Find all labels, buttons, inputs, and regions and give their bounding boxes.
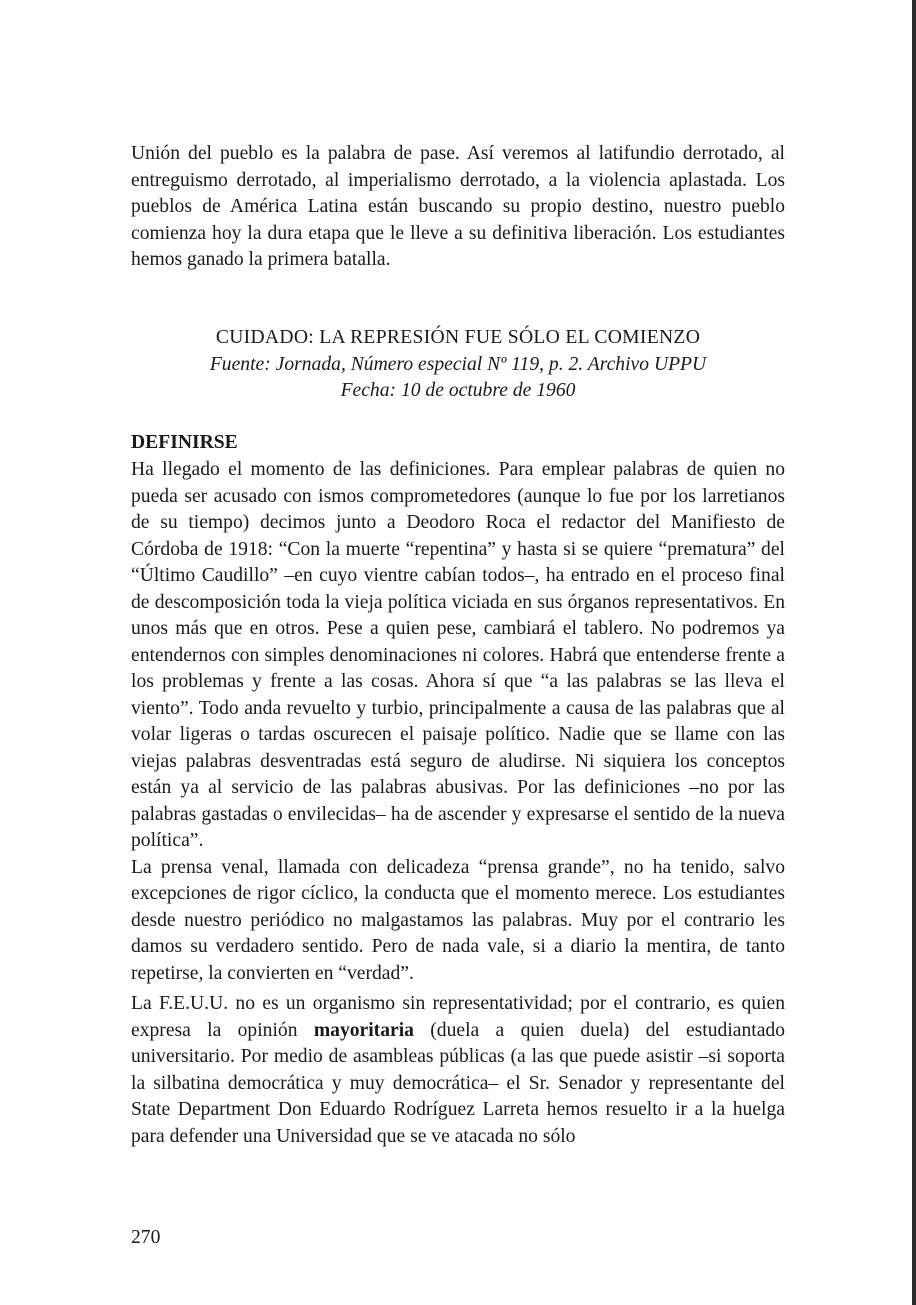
article-title: CUIDADO: LA REPRESIÓN FUE SÓLO EL COMIENZO bbox=[215, 327, 701, 348]
intro-paragraph: Unión del pueblo es la palabra de pase. Así veremos al latifundio derrotado, al entreguismo derrotado, al imperialismo derrotado, a la violencia aplastada. Los pueblos de América Latina están buscando su propio destino, nuestro pueblo comienza hoy la dura etapa que le lleve a su definitiva liberación. Los estudiantes hemos ganado la primera batalla. bbox=[131, 143, 785, 270]
paragraph-3-start: La F.E.U.U. no es un organismo sin representatividad; por el contrario, es quien expresa la opinión bbox=[131, 993, 785, 1041]
article-heading bbox=[131, 325, 785, 405]
paragraph-3-end: (duela a quien duela) del estudiantado universitario. Por medio de asambleas públicas (a las que puede asistir –si soporta la silbatina democrática y muy democrática– el Sr. Senador y representante del State Department Don Eduardo Rodríguez Larreta hemos resuelto ir a la huelga para defender una Universidad que se ve atacada no sólo bbox=[131, 1019, 786, 1147]
article-source: Fuente: Jornada, Número especial Nº 119, p. 2. Archivo UPPU bbox=[209, 353, 707, 375]
body-text bbox=[131, 457, 785, 1150]
body-paragraph-3 bbox=[131, 991, 785, 1150]
intro-text bbox=[131, 141, 785, 274]
body-paragraph-2: La prensa venal, llamada con delicadeza “prensa grande”, no ha tenido, salvo excepciones de rigor cíclico, la conducta que el momento merece. Los estudiantes desde nuestro periódico no malgastamos las palabras. Muy por el contrario les damos su verdadero sentido. Pero de nada vale, si a diario la mentira, de tanto repetirse, la convierten en “verdad”. bbox=[131, 856, 785, 984]
article-date: Fecha: 10 de octubre de 1960 bbox=[340, 380, 576, 401]
section-title: DEFINIRSE bbox=[131, 432, 238, 453]
emphasis-mayoritaria: mayoritaria bbox=[313, 1019, 414, 1041]
page-edge-border bbox=[912, 0, 916, 1305]
body-paragraph-1: Ha llegado el momento de las definiciones. Para emplear palabras de quien no pueda ser acusado con ismos comprometedores (aunque lo fue por los larretianos de su tiempo) decimos junto a Deodoro Roca el redactor del Manifiesto de Córdoba de 1918: “Con la muerte “repentina” y hasta si se quiere “prematura” del “Último Caudillo” –en cuyo vientre cabían todos–, ha entrado en el proceso final de descomposición toda la vieja política viciada en sus órganos representativos. En unos más que en otros. Pese a quien pese, cambiará el tablero. No podremos ya entendernos con simples denominaciones ni colores. Habrá que entenderse frente a los problemas y frente a las cosas. Ahora sí que “a las palabras se las lleva el viento”. Todo anda revuelto y turbio, principalmente a causa de las palabras que al volar ligeras o tardas oscurecen el paisaje político. Nadie que se llame con las viejas palabras desventradas está seguro de aludirse. Ni siquiera los conceptos están ya al servicio de las palabras abusivas. Por las definiciones –no por las palabras gastadas o envilecidas– ha de ascender y expresarse el sentido de la nueva política”. bbox=[131, 459, 785, 851]
page-number: 270 bbox=[131, 1227, 161, 1248]
